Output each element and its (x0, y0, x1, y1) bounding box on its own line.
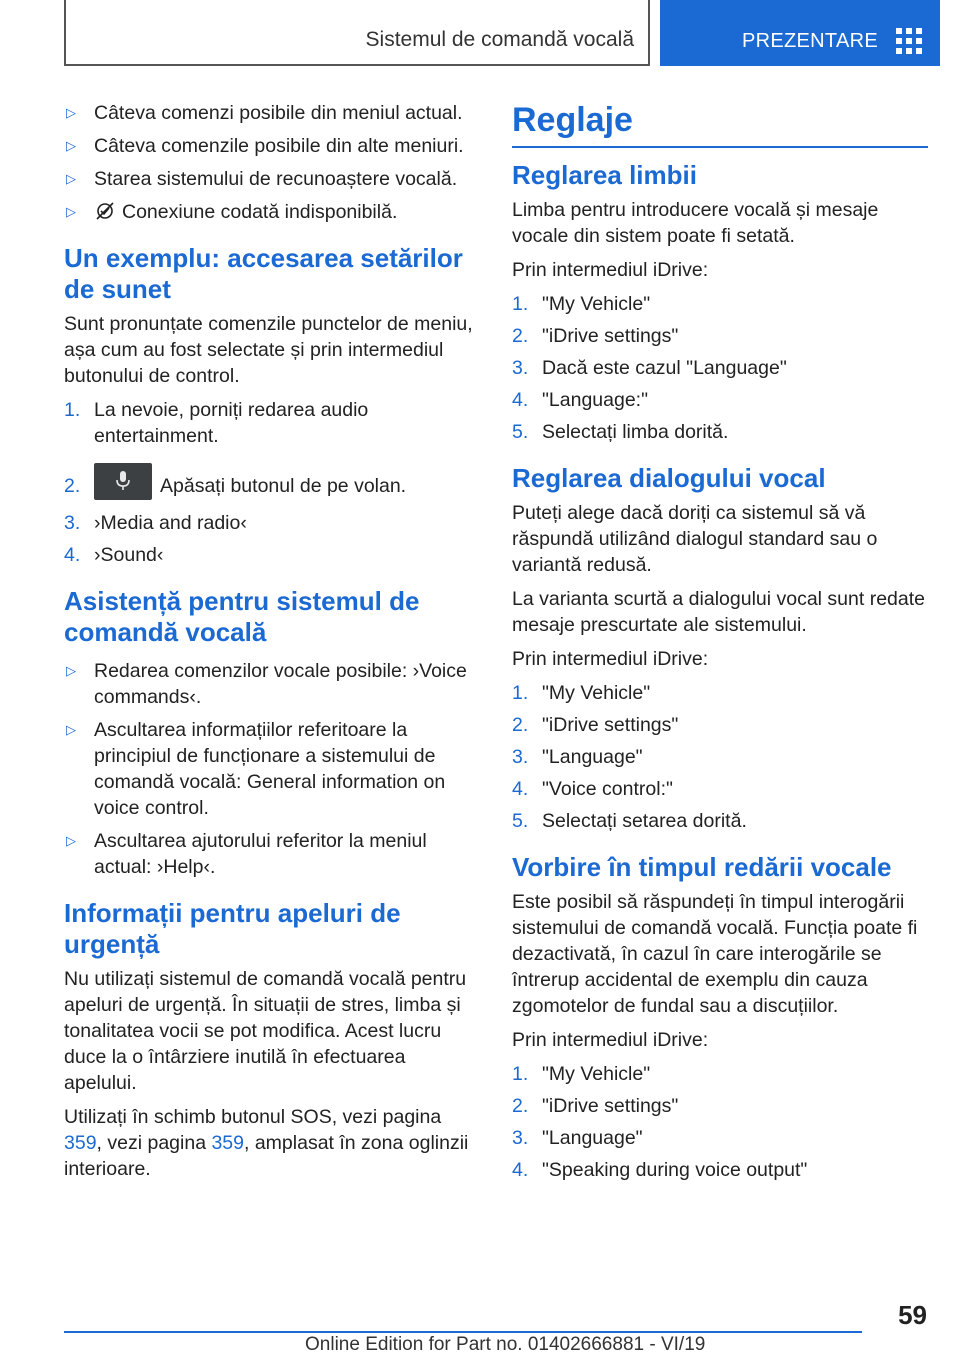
step-item: 1. "My Vehicle" (512, 293, 651, 315)
step-item: 2. "iDrive settings" (512, 714, 679, 736)
section-heading: Informații pentru apeluri de urgență (64, 898, 401, 959)
section-tab (64, 0, 650, 66)
microphone-icon (114, 470, 132, 492)
list-item: ▷ Ascultarea ajutorului referitor la meniul actual: ›Help‹. (66, 830, 427, 878)
step-item: 4. "Speaking during voice output" (512, 1159, 808, 1181)
edition-note: Online Edition for Part no. 01402666881 - VI/19 (305, 1334, 706, 1355)
paragraph: Utilizați în schimb butonul SOS, vezi pagina 359, vezi pagina 359, amplasat în zona oglinzii interioare. (64, 1106, 469, 1180)
list-item: ▷ Câteva comenzi posibile din meniul actual. (66, 102, 463, 124)
section-title: Sistemul de comandă vocală (365, 28, 634, 51)
step-item: 3. "Language" (512, 1127, 643, 1149)
paragraph: Prin intermediul iDrive: (512, 1029, 709, 1051)
list-item: ▷ Conexiune codată indisponibilă. (66, 201, 398, 223)
section-heading: Reglarea dialogului vocal (512, 463, 826, 493)
page-header (0, 0, 960, 66)
step-item: 3. Dacă este cazul "Language" (512, 357, 787, 379)
page-link[interactable]: 359 (211, 1132, 244, 1154)
steps-list (512, 1061, 928, 1183)
triangle-bullet-icon: ▷ (66, 105, 76, 120)
step-item: 4. ›Sound‹ (64, 544, 164, 566)
voice-button-image (94, 463, 152, 500)
step-item: 4. "Voice control:" (512, 778, 673, 800)
section-heading: Vorbire în timpul redării vocale (512, 852, 892, 882)
step-item: 1. La nevoie, porniți redarea audio entertainment. (64, 399, 369, 447)
triangle-bullet-icon: ▷ (66, 204, 76, 219)
list-item: ▷ Ascultarea informațiilor referitoare la principiul de funcționare a sistemului de comandă vocală: General information on voice control. (66, 719, 446, 819)
encryption-off-icon (94, 201, 116, 221)
paragraph: Nu utilizați sistemul de comandă vocală pentru apeluri de urgență. În situații de stres, limba și tonalitatea vocii se pot modifica. Acest lucru duce la o întârziere inutilă în efectuarea apelului. (64, 968, 467, 1094)
triangle-bullet-icon: ▷ (66, 833, 76, 848)
paragraph: Puteți alege dacă doriți ca sistemul să vă răspundă utilizând dialogul standard sau o variantă redusă. (512, 502, 878, 576)
steps-list (64, 397, 480, 568)
list-item: ▷ Câteva comenzile posibile din alte meniuri. (66, 135, 464, 157)
assist-bullets (64, 658, 480, 880)
section-heading: Asistență pentru sistemul de comandă vocală (64, 586, 420, 647)
triangle-bullet-icon: ▷ (66, 722, 76, 737)
steps-list (512, 291, 928, 445)
step-item: 3. ›Media and radio‹ (64, 512, 247, 534)
paragraph: Limba pentru introducere vocală și mesaje vocale din sistem poate fi setată. (512, 199, 879, 247)
triangle-bullet-icon: ▷ (66, 138, 76, 153)
section-heading: Reglarea limbii (512, 160, 697, 190)
step-item: 4. "Language:" (512, 389, 649, 411)
step-item: 5. Selectați setarea dorită. (512, 810, 747, 832)
page-link[interactable]: 359 (64, 1132, 97, 1154)
paragraph: Prin intermediul iDrive: (512, 259, 709, 281)
step-item: 2. "iDrive settings" (512, 1095, 679, 1117)
paragraph: La varianta scurtă a dialogului vocal sunt redate mesaje prescurtate ale sistemului. (512, 588, 926, 636)
page-number: 59 (898, 1300, 927, 1330)
section-heading: Un exemplu: accesarea setărilor de sunet (64, 243, 463, 304)
step-item: 1. "My Vehicle" (512, 1063, 651, 1085)
step-item: 5. Selectați limba dorită. (512, 421, 729, 443)
page-title: Reglaje (512, 100, 928, 148)
paragraph: Prin intermediul iDrive: (512, 648, 709, 670)
chapter-tab[interactable] (660, 0, 940, 66)
status-bullets (64, 100, 480, 225)
list-item: ▷ Redarea comenzilor vocale posibile: ›Voice commands‹. (66, 660, 467, 708)
left-column (64, 100, 480, 1190)
step-item: 1. "My Vehicle" (512, 682, 651, 704)
step-item: 3. "Language" (512, 746, 643, 768)
step-item: 2. "iDrive settings" (512, 325, 679, 347)
triangle-bullet-icon: ▷ (66, 663, 76, 678)
list-item: ▷ Starea sistemului de recunoaștere vocală. (66, 168, 458, 190)
paragraph: Sunt pronunțate comenzile punctelor de meniu, așa cum au fost selectate și prin intermediul butonului de control. (64, 313, 473, 387)
right-column (512, 100, 928, 1191)
chapter-label: PREZENTARE (742, 30, 878, 52)
paragraph: Este posibil să răspundeți în timpul interogării sistemului de comandă vocală. Funcția poate fi dezactivată, în cazul în care interogările se întrerup accidental de exemplu din cauza zgomotelor de fundal sau a discuțiilor. (512, 891, 918, 1017)
footer-divider (64, 1331, 862, 1333)
step-item: 2. Apăsați butonul de pe volan. (64, 463, 480, 500)
grid-icon[interactable] (896, 28, 922, 54)
steps-list (512, 680, 928, 834)
triangle-bullet-icon: ▷ (66, 171, 76, 186)
